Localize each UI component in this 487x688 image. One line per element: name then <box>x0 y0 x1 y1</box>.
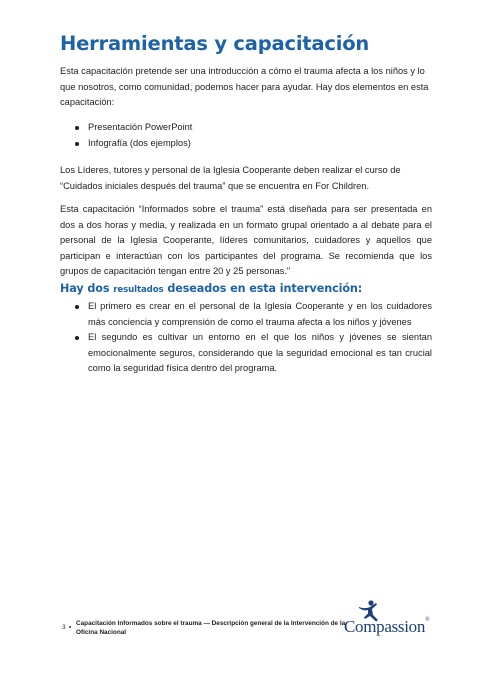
bullet-icon <box>75 305 79 309</box>
page-title: Herramientas y capacitación <box>60 32 370 55</box>
results-heading: Hay dos resultados deseados en esta intervención: <box>60 282 363 295</box>
course-paragraph: Los Líderes, tutores y personal de la Iglesia Cooperante deben realizar el curso de “Cuidados iniciales después del trauma” que se encuentra en For Children. <box>60 165 401 191</box>
intro-paragraph: Esta capacitación pretende ser una introducción a cómo el trauma afecta a los niños y lo que nosotros, como comunidad, podemos hacer para ayudar. Hay dos elementos en esta capacitación: <box>60 66 429 107</box>
results-list <box>60 299 432 377</box>
list-item: Infografía (dos ejemplos) <box>60 136 432 152</box>
list-item: El primero es crear en el personal de la Iglesia Cooperante y en los cuidadores más conciencia y comprensión de como el trauma afecta a los niños y jóvenes <box>60 299 432 330</box>
bullet-icon <box>75 126 79 130</box>
bullet-icon <box>75 142 79 146</box>
training-paragraph: Esta capacitación “Informados sobre el trauma” está diseñada para ser presentada en dos a dos horas y media, y realizada en un formato grupal orientado a al debate para el personal de la Iglesia Cooperante, líderes comunitarios, cuidadores y aquellos que participan e interactúan con los participantes del programa. Se recomienda que los grupos de capacitación tengan entre 20 y 25 personas." <box>60 204 432 276</box>
footer-text: Capacitación Informados sobre el trauma — Descripción general de la Intervención de la Oficina Nacional <box>76 620 346 636</box>
page-number: 3 <box>62 624 66 631</box>
compassion-logo <box>342 600 452 642</box>
logo-wordmark: Compassion® <box>344 617 430 636</box>
list-item: El segundo es cultivar un entorno en el que los niños y jóvenes se sientan emocionalmente seguros, considerando que la seguridad emocional es tan crucial como la seguridad física dentro del programa. <box>60 330 432 377</box>
bullet-icon <box>75 336 79 340</box>
footer-separator <box>69 626 71 628</box>
elements-list <box>60 120 432 151</box>
list-item: Presentación PowerPoint <box>60 120 432 136</box>
